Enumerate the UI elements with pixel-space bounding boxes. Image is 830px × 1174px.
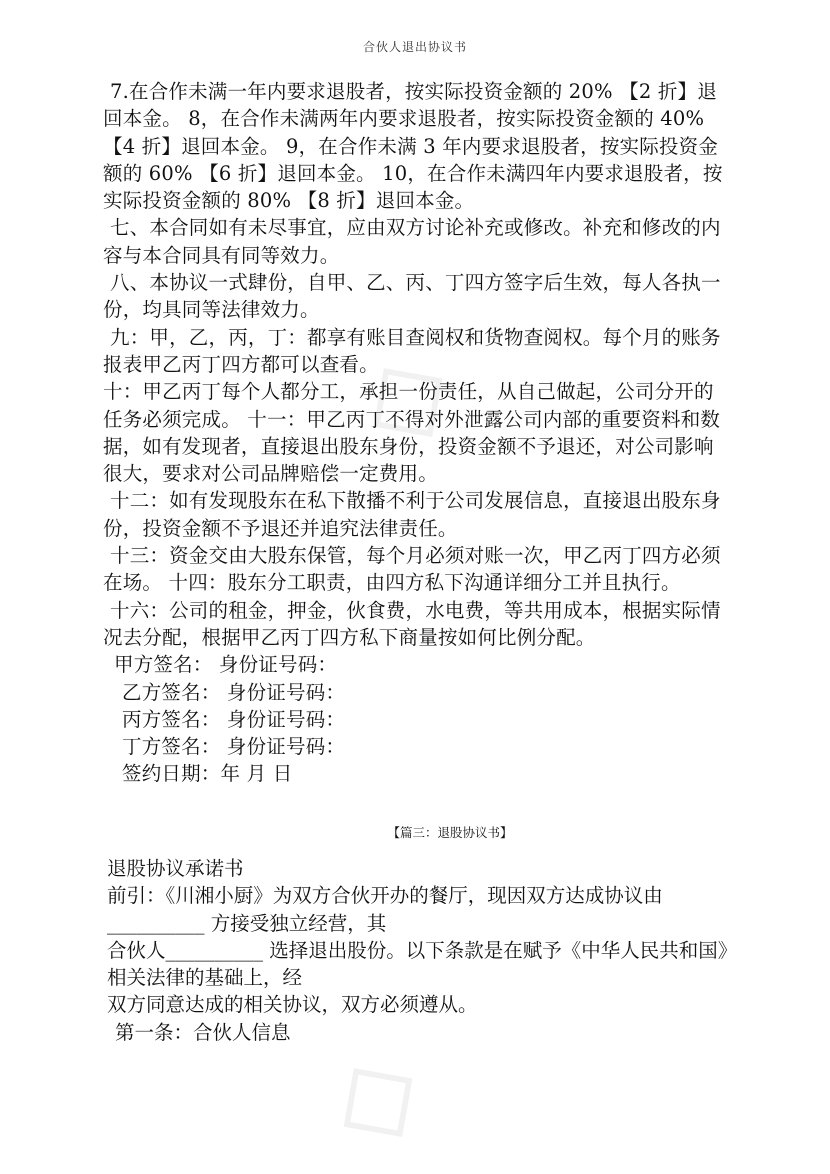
signature-line-party-c: 丙方签名： 身份证号码： (122, 707, 346, 731)
clause-paragraph: 八、本协议一式肆份，自甲、乙、丙、丁四方签字后生效，每人各执一份，均具同等法律效力。 (103, 271, 721, 322)
signature-line-party-b: 乙方签名： 身份证号码： (122, 680, 346, 704)
preface-paragraph: 合伙人__________ 选择退出股份。以下条款是在赋予《中华人民共和国》相关法律的基础上，经 (107, 938, 728, 990)
clause-paragraph: 七、本合同如有未尽事宜，应由双方讨论补充或修改。补充和修改的内容与本合同具有同等效力。 (103, 216, 721, 267)
background-watermark: ◇ (330, 317, 474, 472)
clauses-body (103, 78, 728, 788)
signature-line-party-a: 甲方签名： 身份证号码： (114, 653, 338, 677)
clause-paragraph: 7.在合作未满一年内要求退股者，按实际投资金额的 20% 【2 折】退回本金。 8，在合作未满两年内要求退股者，按实际投资金额的 40% 【4 折】退回本金。 9，在合作未满 3 年内要求退股者，按实际投资金额的 60% 【6 折】退回本金。 10，在合作未满四年内要求退股者，按实际投资金额的 80% 【8 折】退回本金。 (103, 80, 723, 213)
withdrawal-agreement-section (103, 855, 728, 1046)
article-heading: 第一条：合伙人信息 (115, 1020, 291, 1044)
preface-paragraph: 双方同意达成的相关协议，双方必须遵从。 (107, 993, 478, 1017)
clause-paragraph: 十二：如有发现股东在私下散播不利于公司发展信息，直接退出股东身份，投资金额不予退还并追究法律责任。 (103, 489, 721, 540)
page-header: 合伙人退出协议书 (362, 40, 467, 54)
preface-paragraph: 前引：《川湘小厨》为双方合伙开办的餐厅，现因双方达成协议由__________ 方接受独立经营，其 (107, 884, 663, 935)
signature-date-line: 签约日期：年 月 日 (122, 762, 293, 786)
background-watermark: ◇ (300, 1017, 444, 1172)
signature-line-party-d: 丁方签名： 身份证号码： (122, 735, 346, 759)
clause-paragraph: 十：甲乙丙丁每个人都分工，承担一份责任，从自己做起，公司分开的任务必须完成。 十一：甲乙丙丁不得对外泄露公司内部的重要资料和数据，如有发现者，直接退出股东身份，投资金额不予退还，对公司影响很大，要求对公司品牌赔偿一定费用。 (103, 380, 721, 486)
agreement-title: 退股协议承诺书 (107, 857, 244, 880)
clause-paragraph: 十三：资金交由大股东保管，每个月必须对账一次，甲乙丙丁四方必须在场。 十四：股东分工职责，由四方私下沟通详细分工并且执行。 (103, 544, 721, 595)
section-heading: 【篇三：退股协议书】 (387, 825, 513, 840)
clause-paragraph: 九：甲，乙，丙，丁：都享有账目查阅权和货物查阅权。每个月的账务报表甲乙丙丁四方都可以查看。 (103, 325, 721, 376)
clause-paragraph: 十六：公司的租金，押金，伙食费，水电费，等共用成本，根据实际情况去分配，根据甲乙丙丁四方私下商量按如何比例分配。 (103, 598, 721, 649)
